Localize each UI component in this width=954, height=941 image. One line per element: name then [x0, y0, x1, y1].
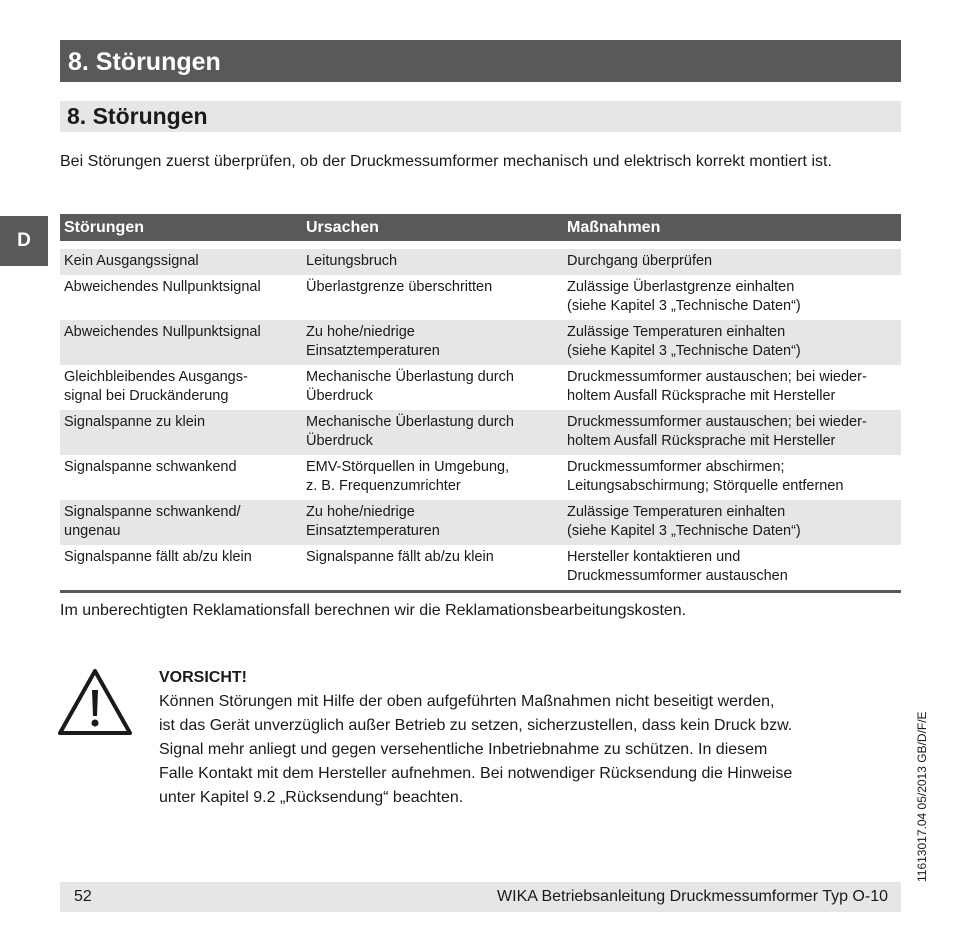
language-tab: D: [0, 216, 48, 266]
cell-text: Signalspanne fällt ab/zu klein: [306, 549, 494, 565]
table-row: [60, 249, 901, 275]
table-cell: [564, 275, 901, 320]
intro-text: Bei Störungen zuerst überprüfen, ob der Druckmessumformer mechanisch und elektrisch korrekt montiert ist.: [60, 153, 832, 170]
cell-text: (siehe Kapitel 3 „Technische Daten“): [567, 343, 801, 359]
page-footer: [60, 882, 901, 912]
cell-text: Mechanische Überlastung durch: [306, 369, 514, 385]
column-header-ursachen: Ursachen: [306, 219, 379, 236]
troubleshooting-table: [60, 214, 901, 593]
caution-line: Können Störungen mit Hilfe der oben aufgeführten Maßnahmen nicht beseitigt werden,: [159, 693, 775, 710]
table-cell: [564, 410, 901, 455]
table-cell: [303, 365, 564, 410]
table-cell: [60, 320, 303, 365]
cell-text: Signalspanne schwankend/: [64, 504, 241, 520]
document-code: 11613017.04 05/2013 GB/D/F/E: [915, 711, 929, 882]
caution-line: Signal mehr anliegt und gegen versehentliche Inbetriebnahme zu schützen. In diesem: [159, 741, 768, 758]
reclamation-note: Im unberechtigten Reklamationsfall berechnen wir die Reklamationsbearbeitungskosten.: [60, 602, 687, 619]
table-cell: [303, 320, 564, 365]
cell-text: Druckmessumformer austauschen; bei wieder-: [567, 369, 867, 385]
table-cell: [303, 500, 564, 545]
table-row: [60, 320, 901, 365]
table-cell: [564, 365, 901, 410]
table-cell: [60, 545, 303, 590]
cell-text: Leitungsbruch: [306, 253, 398, 269]
table-spacer: [60, 241, 901, 249]
cell-text: Zu hohe/niedrige: [306, 504, 415, 520]
cell-text: holtem Ausfall Rücksprache mit Hersteller: [567, 433, 836, 449]
page-header: 8. Störungen: [60, 40, 901, 82]
section-title: 8. Störungen: [60, 101, 901, 132]
cell-text: Abweichendes Nullpunktsignal: [64, 279, 261, 295]
cell-text: Zulässige Temperaturen einhalten: [567, 504, 786, 520]
caution-block: [159, 666, 899, 810]
cell-text: Durchgang überprüfen: [567, 253, 713, 269]
cell-text: Zulässige Temperaturen einhalten: [567, 324, 786, 340]
table-cell: [564, 320, 901, 365]
table-cell: [303, 249, 564, 275]
cell-text: Mechanische Überlastung durch: [306, 414, 514, 430]
table-cell: [564, 500, 901, 545]
cell-text: signal bei Druckänderung: [64, 388, 229, 404]
table-cell: [564, 455, 901, 500]
cell-text: holtem Ausfall Rücksprache mit Hersteller: [567, 388, 836, 404]
table-body: [60, 249, 901, 590]
cell-text: Druckmessumformer abschirmen;: [567, 459, 785, 475]
cell-text: Zu hohe/niedrige: [306, 324, 415, 340]
table-cell: [60, 410, 303, 455]
table-cell: [564, 249, 901, 275]
cell-text: Druckmessumformer austauschen; bei wieder-: [567, 414, 867, 430]
cell-text: (siehe Kapitel 3 „Technische Daten“): [567, 298, 801, 314]
table-cell: [60, 275, 303, 320]
cell-text: Einsatztemperaturen: [306, 343, 440, 359]
table-row: [60, 275, 901, 320]
table-cell: [564, 545, 901, 590]
cell-text: ungenau: [64, 523, 121, 539]
cell-text: EMV-Störquellen in Umgebung,: [306, 459, 510, 475]
table-cell: [60, 249, 303, 275]
table-cell: [303, 545, 564, 590]
cell-text: Gleichbleibendes Ausgangs-: [64, 369, 248, 385]
cell-text: Druckmessumformer austauschen: [567, 568, 788, 584]
table-row: [60, 365, 901, 410]
table-cell: [60, 365, 303, 410]
cell-text: Signalspanne fällt ab/zu klein: [64, 549, 252, 565]
caution-line: Falle Kontakt mit dem Hersteller aufnehmen. Bei notwendiger Rücksendung die Hinweise: [159, 765, 793, 782]
cell-text: Signalspanne schwankend: [64, 459, 237, 475]
footer-title: WIKA Betriebsanleitung Druckmessumformer Typ O-10: [497, 888, 888, 905]
cell-text: (siehe Kapitel 3 „Technische Daten“): [567, 523, 801, 539]
table-row: [60, 410, 901, 455]
page-number: 52: [74, 888, 92, 905]
cell-text: z. B. Frequenzumrichter: [306, 478, 461, 494]
cell-text: Überdruck: [306, 433, 373, 449]
cell-text: Überdruck: [306, 388, 373, 404]
table-row: [60, 545, 901, 590]
table-header-row: [60, 214, 901, 241]
table-row: [60, 500, 901, 545]
column-header-massnahmen: Maßnahmen: [567, 219, 661, 236]
table-cell: [303, 410, 564, 455]
table-cell: [303, 275, 564, 320]
table-cell: [303, 455, 564, 500]
cell-text: Abweichendes Nullpunktsignal: [64, 324, 261, 340]
cell-text: Überlastgrenze überschritten: [306, 279, 493, 295]
table-cell: [60, 500, 303, 545]
table-row: [60, 455, 901, 500]
caution-title: VORSICHT!: [159, 669, 247, 686]
caution-line: unter Kapitel 9.2 „Rücksendung“ beachten.: [159, 789, 464, 806]
cell-text: Hersteller kontaktieren und: [567, 549, 741, 565]
warning-triangle-icon: [57, 668, 133, 736]
cell-text: Leitungsabschirmung; Störquelle entfernen: [567, 478, 844, 494]
column-header-stoerungen: Störungen: [64, 219, 144, 236]
cell-text: Zulässige Überlastgrenze einhalten: [567, 279, 795, 295]
caution-line: ist das Gerät unverzüglich außer Betrieb zu setzen, sicherzustellen, dass kein Druck bzw.: [159, 717, 793, 734]
cell-text: Einsatztemperaturen: [306, 523, 440, 539]
cell-text: Kein Ausgangssignal: [64, 253, 199, 269]
table-cell: [60, 455, 303, 500]
cell-text: Signalspanne zu klein: [64, 414, 206, 430]
